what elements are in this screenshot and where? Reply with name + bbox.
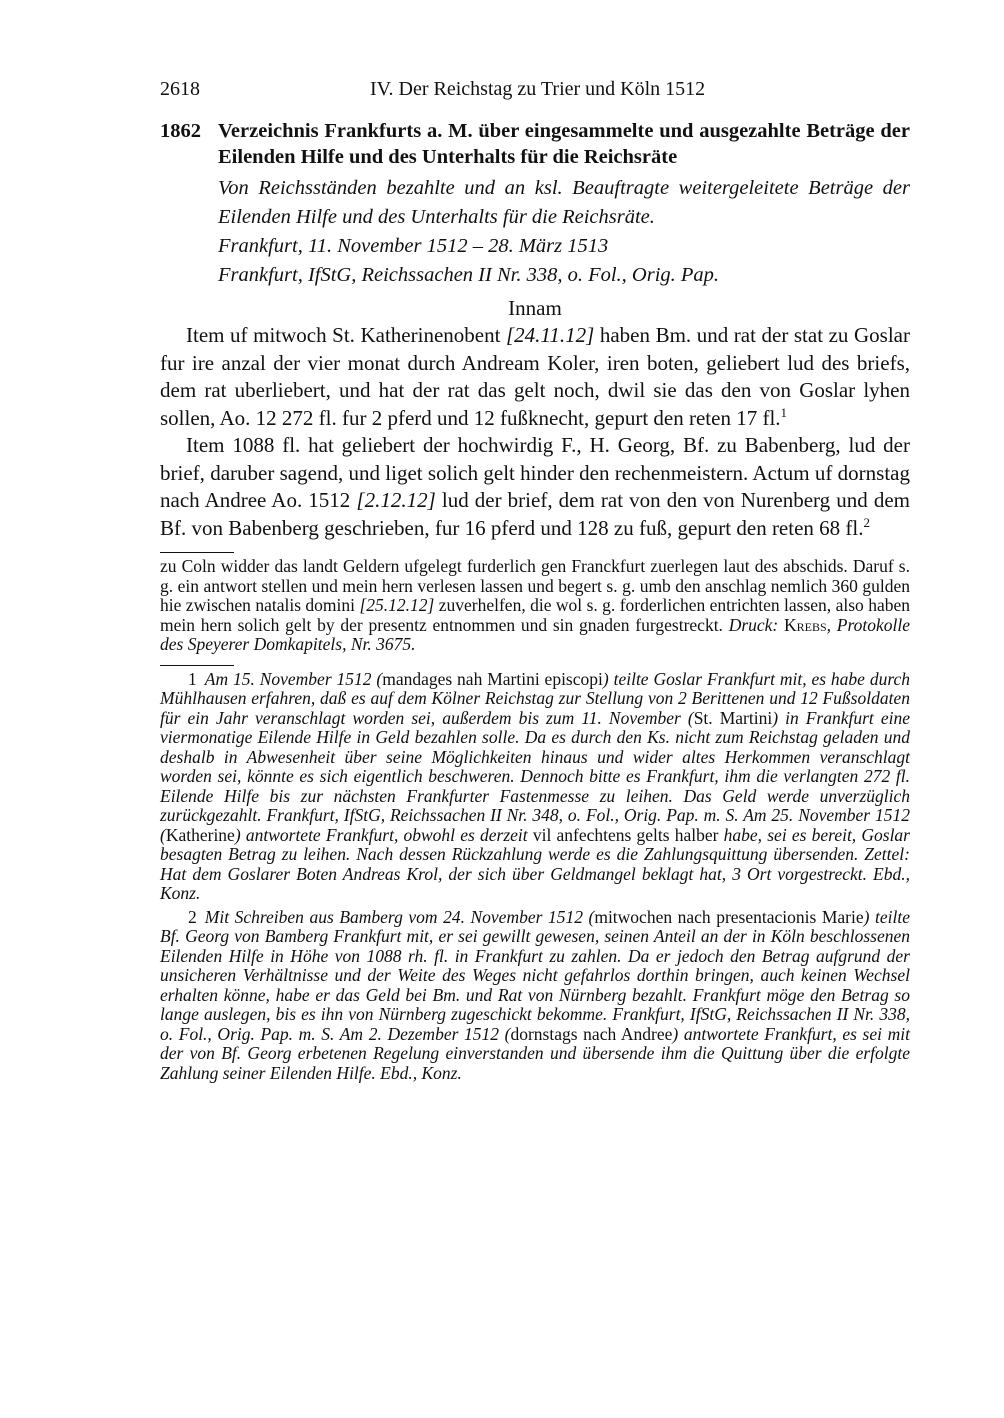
date-annotation: [24.11.12] <box>506 323 595 347</box>
paragraph-2: Item 1088 fl. hat geliebert der hochwirdig F., H. Georg, Bf. zu Babenberg, lud der brief, daruber sagend, und liget solich gelt hinder den rechenmeistern. Actum uf dornstag nach Andree Ao. 1512 [2.12.12] lud der brief, dem rat von den von Nurenberg und dem Bf. von Babenberg geschrieben, fur 16 pferd und 128 zu fuß, gepurt den reten 68 fl.$^2$ <box>160 433 910 540</box>
page <box>160 78 910 1083</box>
paragraph-1: Item uf mitwoch St. Katherinenobent [24.11.12] haben Bm. und rat der stat zu Goslar fur ire anzal der vier monat durch Andream Koler, iren boten, geliebert lud des briefs, dem rat uberliebert, und hat der rat das gelt noch, dwil sie das den von Goslar lyhen sollen, Ao. 12 272 fl. fur 2 pferd und 12 fußknecht, gepurt den reten 17 fl.$^1$ <box>160 323 910 430</box>
document-source: Frankfurt, IfStG, Reichssachen II Nr. 338, o. Fol., Orig. Pap. <box>218 264 720 286</box>
document-number: 1862 <box>160 120 201 142</box>
continued-footnote: zu Coln widder das landt Geldern ufgelegt furderlich gen Franckfurt zuerlegen laut des abschids. Daruf s. g. ein antwort stellen und mein hern verlesen lassen und begert s. g. umb den anschlag nemlich 360 gulden hie zwischen natalis domini [25.12.12] zuverhelfen, die wol s. g. forderlichen entrichten lassen, also haben mein hern solich gelt by der presentz entnommen und sin gnaden furgestreckt. Druck: Krebs, Protokolle des Speyerer Domkapitels, Nr. 3675. <box>160 556 910 654</box>
running-title: IV. Der Reichstag zu Trier und Köln 1512 <box>370 78 706 100</box>
footnotes <box>160 670 910 1084</box>
document-place-date: Frankfurt, 11. November 1512 – 28. März 1513 <box>218 235 609 257</box>
footnote-number: 2 <box>188 906 197 927</box>
document-title-text: Verzeichnis Frankfurts a. M. über eingesammelte und ausgezahlte Beträge der Eilenden Hilfe und des Unterhalts für die Reichsräte <box>218 120 910 168</box>
running-header <box>160 78 910 110</box>
footnote-divider <box>160 665 234 666</box>
author-name: Krebs <box>784 614 827 635</box>
page-number: 2618 <box>160 78 200 100</box>
footnote-2: 2 Mit Schreiben aus Bamberg vom 24. November 1512 (mitwochen nach presentacionis Marie) teilte Bf. Georg von Bamberg Frankfurt mit, er sei gewillt gewesen, seinen Anteil an der in Köln beschlossenen Eilenden Hilfe in Höhe von 1088 rh. fl. in Frankfurt zu zahlen. Da er jedoch den Betrag aufgrund der unsicheren Verhältnisse und der Weite des Weges nicht gefahrlos dorthin bringen, auch keinen Wechsel erhalten könne, habe er das Geld bei Bm. und Rat von Nürnberg bezahlt. Frankfurt möge den Betrag so lange auslegen, bis es ihn von Nürnberg zugeschickt bekomme. Frankfurt, IfStG, Reichssachen II Nr. 338, o. Fol., Orig. Pap. m. S. Am 2. Dezember 1512 (dornstags nach Andree) antwortete Frankfurt, es sei mit der von Bf. Georg erbetenen Regelung einverstanden und übersende ihm die Quittung über die erfolgte Zahlung seiner Eilenden Hilfe. Ebd., Konz. <box>160 906 910 1083</box>
footnote-number: 1 <box>188 668 197 689</box>
document-title <box>160 118 910 170</box>
section-heading: Innam <box>508 296 562 320</box>
footnote-ref-2[interactable]: 2 <box>863 514 870 530</box>
document-meta <box>218 174 910 290</box>
footnote-ref-1[interactable]: 1 <box>780 404 788 420</box>
date-annotation: [25.12.12] <box>359 595 435 615</box>
footnote-divider <box>160 552 234 553</box>
document-summary: Von Reichsständen bezahlte und an ksl. Beauftragte weitergeleitete Beträge der Eilenden Hilfe und des Unterhalts für die Reichsräte. <box>218 177 910 228</box>
date-annotation: [2.12.12] <box>356 488 436 512</box>
footnote-1: 1 Am 15. November 1512 (mandages nah Martini episcopi) teilte Goslar Frankfurt mit, es habe durch Mühlhausen erfahren, daß es auf dem Kölner Reichstag zur Stellung von 2 Berittenen und 12 Fußsoldaten für ein Jahr veranschlagt worden sei, außerdem bis zum 11. November (St. Martini) in Frankfurt eine viermonatige Eilende Hilfe in Geld bezahlen solle. Da es durch den Ks. nicht zum Reichstag geladen und deshalb in Abwesenheit über seine Möglichkeiten hinaus und wider altes Herkommen veranschlagt worden sei, könnte es sich eigentlich beschweren. Dennoch bitte es Frankfurt, ihm die verlangten 272 fl. Eilende Hilfe bis zur nächsten Frankfurter Fastenmesse zu leihen. Das Geld werde unverzüglich zurückgezahlt. Frankfurt, IfStG, Reichssachen II Nr. 348, o. Fol., Orig. Pap. m. S. Am 25. November 1512 (Katherine) antwortete Frankfurt, obwohl es derzeit vil anfechtens gelts halber habe, sei es bereit, Goslar besagten Betrag zu leihen. Nach dessen Rückzahlung werde es die Zahlungsquittung übersenden. Zettel: Hat dem Goslarer Boten Andreas Krol, der sich über Geldmangel beklagt hat, 3 Ort vorgestreckt. Ebd., Konz. <box>160 668 911 903</box>
main-text <box>160 322 910 542</box>
